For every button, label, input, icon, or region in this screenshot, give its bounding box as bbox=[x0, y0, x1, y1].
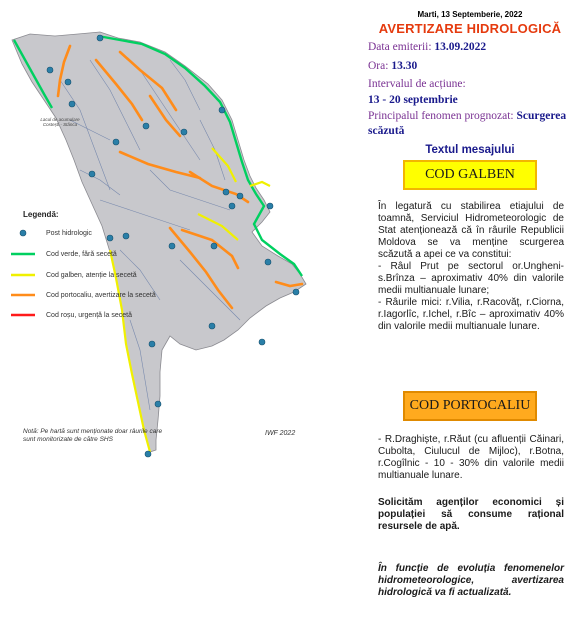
code-yellow-text bbox=[378, 201, 564, 333]
legend-orange bbox=[10, 288, 156, 302]
interval-value bbox=[368, 94, 458, 106]
message-title: Textul mesajului bbox=[425, 144, 515, 156]
moldova-territory bbox=[12, 32, 306, 452]
emission-date bbox=[368, 41, 486, 53]
time-label: Ora: bbox=[368, 60, 389, 72]
code-yellow-badge bbox=[403, 160, 537, 190]
solicit-text: Solicităm agenților economici și populației să consume rațional resursele de apă. bbox=[378, 497, 564, 532]
warning-panel bbox=[368, 0, 572, 624]
legend-post bbox=[10, 226, 92, 240]
code-orange-label: COD PORTOCALIU bbox=[409, 398, 531, 413]
post-dot-icon bbox=[10, 228, 36, 238]
legend-green bbox=[10, 247, 117, 261]
legend-yellow bbox=[10, 268, 137, 282]
emission-time bbox=[368, 60, 417, 72]
code-yellow-item-2: - Râurile mici: r.Vilia, r.Racovăț, r.Ciorna, r.Iagorlîc, r.Ichel, r.Bîc – aproximativ 40% din valorile medii multianuale lunare. bbox=[378, 297, 564, 332]
legend-label: Cod roșu, urgență la secetă bbox=[46, 311, 132, 319]
green-line-icon bbox=[10, 251, 36, 257]
page-title: AVERTIZARE HIDROLOGICĂ bbox=[378, 21, 562, 36]
map-stamp: IWF 2022 bbox=[265, 430, 296, 437]
interval-value-text: 13 - 20 septembrie bbox=[368, 94, 458, 106]
legend-label: Post hidrologic bbox=[46, 229, 92, 237]
legend-red bbox=[10, 308, 132, 322]
emission-value: 13.09.2022 bbox=[434, 41, 487, 53]
red-line-icon bbox=[10, 312, 36, 318]
code-yellow-intro: În legatură cu stabilirea etiajului de toamnă, Serviciul Hidrometeorologic de Stat atenționează că în râurile Republicii Moldova se va menține scurgerea scăzută a apei ce va constitui: bbox=[378, 201, 564, 260]
interval-label: Intervalul de acțiune: bbox=[368, 78, 466, 90]
phenomenon-label: Principalul fenomen prognozat: bbox=[368, 110, 514, 122]
phenomenon bbox=[368, 110, 566, 122]
phenomenon-value-1: Scurgerea bbox=[516, 110, 567, 122]
yellow-line-icon bbox=[10, 272, 36, 278]
closing-text: În funcție de evoluția fenomenelor hidrometeorologice, avertizarea hidrologică va fi actualizată. bbox=[378, 563, 564, 598]
orange-line-icon bbox=[10, 292, 36, 298]
map-note: Notă: Pe hartă sunt menționate doar râurile care sunt monitorizate de către SHS bbox=[23, 428, 163, 444]
code-orange-body: - R.Draghiște, r.Răut (cu afluenții Căinari, Cubolta, Ciulucul de Mijloc), r.Botna, r.Cogîlnic - 10 - 30% din valorile medii multianuale lunare. bbox=[378, 434, 564, 481]
code-yellow-item-1: - Râul Prut pe sectorul or.Ungheni-s.Brînza – aproximativ 40% din valorile medii multianuale lunare; bbox=[378, 261, 564, 296]
code-orange-text bbox=[378, 434, 564, 482]
reservoir-label: Lacul de acumulare Costești - Stânca bbox=[40, 117, 80, 128]
legend-title: Legendă: bbox=[23, 210, 59, 219]
phenomenon-value-2: scăzută bbox=[368, 125, 405, 137]
phenomenon-cont bbox=[368, 125, 404, 137]
time-value: 13.30 bbox=[391, 60, 418, 72]
date-line: Marti, 13 Septemberie, 2022 bbox=[417, 10, 523, 19]
code-orange-badge bbox=[403, 391, 537, 421]
legend-label: Cod galben, atenție la secetă bbox=[46, 271, 137, 279]
legend-label: Cod verde, fără secetă bbox=[46, 250, 117, 258]
code-yellow-label: COD GALBEN bbox=[425, 167, 515, 182]
emission-label: Data emiterii: bbox=[368, 41, 432, 53]
legend-label: Cod portocaliu, avertizare la secetă bbox=[46, 291, 156, 299]
